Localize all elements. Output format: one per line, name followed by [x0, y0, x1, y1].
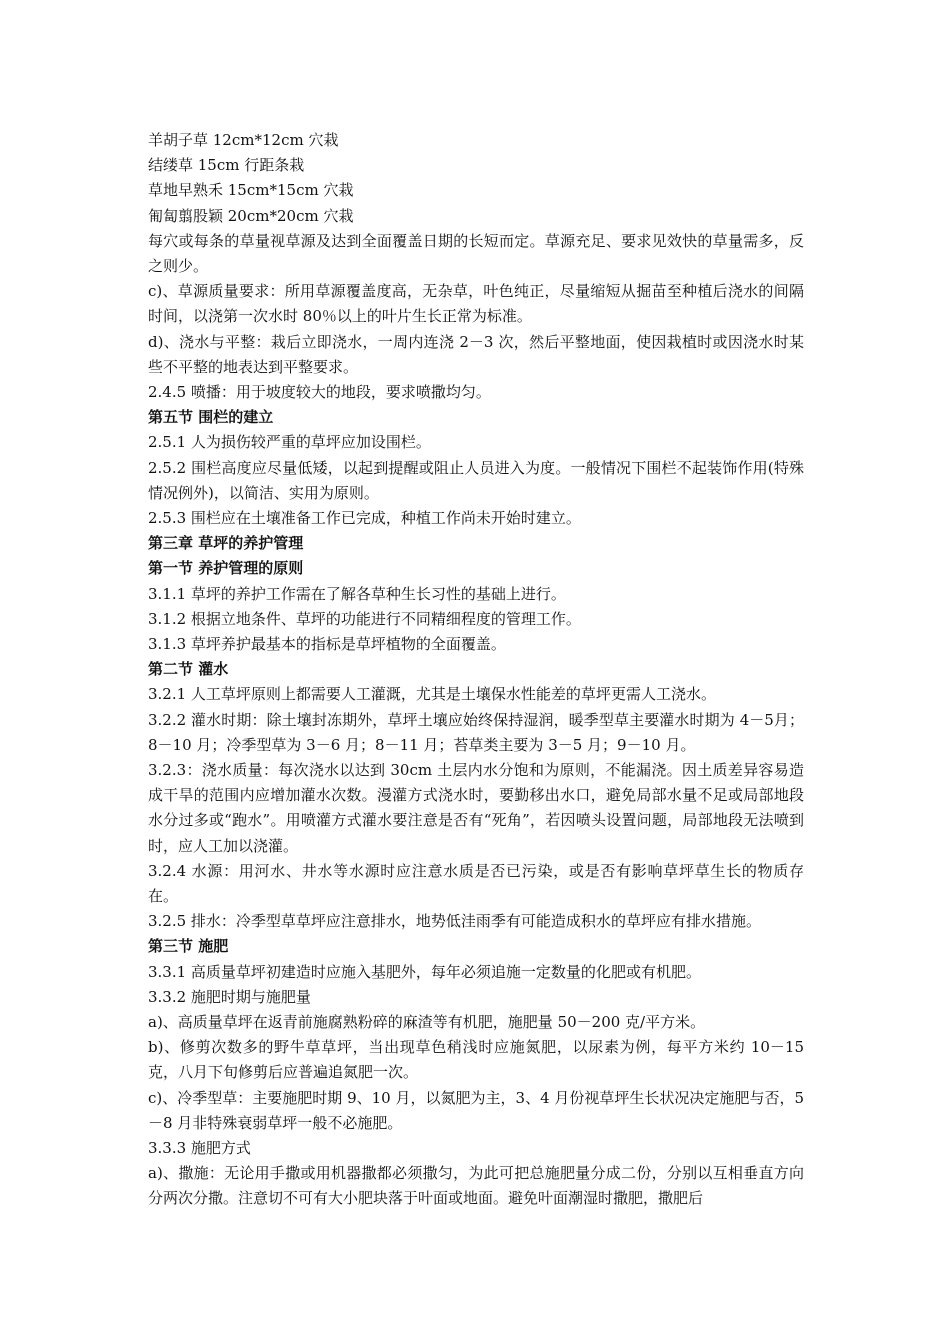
- paragraph: 3.2.1 人工草坪原则上都需要人工灌溉，尤其是土壤保水性能差的草坪更需人工浇水。: [148, 685, 716, 704]
- paragraph: 2.4.5 喷播：用于坡度较大的地段，要求喷撒均匀。: [148, 382, 491, 401]
- document-page: [148, 128, 804, 1212]
- paragraph: 3.1.1 草坪的养护工作需在了解各草种生长习性的基础上进行。: [148, 584, 566, 603]
- section-heading: 第一节 养护管理的原则: [148, 559, 304, 578]
- paragraph: d)、浇水与平整：栽后立即浇水，一周内连浇 2－3 次，然后平整地面，使因栽植时或因浇水时某些不平整的地表达到平整要求。: [148, 332, 804, 376]
- paragraph: 3.1.2 根据立地条件、草坪的功能进行不同精细程度的管理工作。: [148, 609, 581, 628]
- paragraph: 2.5.1 人为损伤较严重的草坪应加设围栏。: [148, 433, 431, 452]
- paragraph: b)、修剪次数多的野牛草草坪，当出现草色稍浅时应施氮肥，以尿素为例，每平方米约 10－15 克，八月下旬修剪后应普遍追氮肥一次。: [148, 1038, 804, 1082]
- paragraph: 3.2.2 灌水时期：除土壤封冻期外，草坪土壤应始终保持湿润，暖季型草主要灌水时期为 4－5月；8－10 月；冷季型草为 3－6 月；8－11 月；苔草类主要为 3－5 月；9－10 月。: [148, 710, 804, 754]
- paragraph: a)、高质量草坪在返青前施腐熟粉碎的麻渣等有机肥，施肥量 50－200 克/平方米。: [148, 1012, 706, 1031]
- paragraph: 匍匐翦股颖 20cm*20cm 穴栽: [148, 206, 354, 225]
- paragraph: c)、草源质量要求：所用草源覆盖度高，无杂草，叶色纯正，尽量缩短从掘苗至种植后浇水的间隔时间，以浇第一次水时 80％以上的叶片生长正常为标准。: [148, 282, 804, 326]
- paragraph: 3.2.4 水源：用河水、井水等水源时应注意水质是否已污染，或是否有影响草坪草生长的物质存在。: [148, 861, 804, 905]
- paragraph: 2.5.3 围栏应在土壤准备工作已完成，种植工作尚未开始时建立。: [148, 508, 581, 527]
- section-heading: 第三节 施肥: [148, 937, 229, 956]
- paragraph: 草地早熟禾 15cm*15cm 穴栽: [148, 181, 354, 200]
- paragraph: a)、撒施：无论用手撒或用机器撒都必须撒匀，为此可把总施肥量分成二份，分别以互相垂直方向分两次分撒。注意切不可有大小肥块落于叶面或地面。避免叶面潮湿时撒肥，撒肥后: [148, 1164, 804, 1208]
- paragraph: 2.5.2 围栏高度应尽量低矮，以起到提醒或阻止人员进入为度。一般情况下围栏不起装饰作用(特殊情况例外)，以简洁、实用为原则。: [148, 458, 804, 502]
- paragraph: 3.1.3 草坪养护最基本的指标是草坪植物的全面覆盖。: [148, 634, 506, 653]
- paragraph: 结缕草 15cm 行距条栽: [148, 156, 305, 175]
- section-heading: 第五节 围栏的建立: [148, 408, 274, 427]
- section-heading: 第三章 草坪的养护管理: [148, 534, 304, 553]
- paragraph: c)、冷季型草：主要施肥时期 9、10 月，以氮肥为主，3、4 月份视草坪生长状况决定施肥与否，5－8 月非特殊衰弱草坪一般不必施肥。: [148, 1088, 804, 1132]
- section-heading: 第二节 灌水: [148, 660, 229, 679]
- paragraph: 3.3.2 施肥时期与施肥量: [148, 987, 311, 1006]
- paragraph: 羊胡子草 12cm*12cm 穴栽: [148, 131, 339, 149]
- paragraph: 3.3.1 高质量草坪初建造时应施入基肥外，每年必须追施一定数量的化肥或有机肥。: [148, 962, 701, 981]
- paragraph: 3.2.3：浇水质量：每次浇水以达到 30cm 土层内水分饱和为原则，不能漏浇。因土质差异容易造成干旱的范围内应增加灌水次数。漫灌方式浇水时，要勤移出水口，避免局部水量不足或局部地段水分过多或“跑水”。用喷灌方式灌水要注意是否有“死角”，若因喷头设置问题，局部地段无法喷到时，应人工加以浇灌。: [148, 760, 804, 855]
- paragraph: 3.3.3 施肥方式: [148, 1138, 251, 1157]
- paragraph: 每穴或每条的草量视草源及达到全面覆盖日期的长短而定。草源充足、要求见效快的草量需多，反之则少。: [148, 231, 804, 275]
- paragraph: 3.2.5 排水：冷季型草草坪应注意排水，地势低洼雨季有可能造成积水的草坪应有排水措施。: [148, 912, 761, 931]
